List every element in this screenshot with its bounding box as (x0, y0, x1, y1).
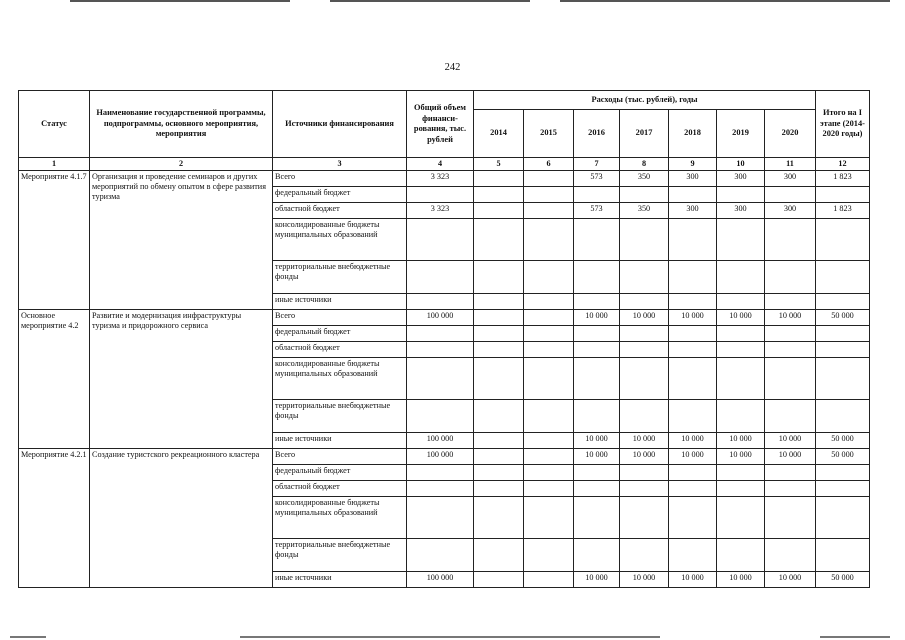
year-value-cell (524, 203, 574, 219)
header-year: 2020 (765, 110, 816, 158)
year-value-cell (524, 219, 574, 261)
total-volume-cell (407, 481, 474, 497)
stage-total-cell (816, 342, 870, 358)
year-value-cell (574, 219, 620, 261)
funding-source-cell: территориальные внебюджетные фонды (273, 539, 407, 572)
year-value-cell (524, 433, 574, 449)
year-value-cell (574, 187, 620, 203)
year-value-cell (669, 342, 717, 358)
total-volume-cell: 100 000 (407, 449, 474, 465)
year-value-cell (524, 465, 574, 481)
year-value-cell (669, 326, 717, 342)
year-value-cell (524, 326, 574, 342)
year-value-cell (669, 465, 717, 481)
year-value-cell (620, 342, 669, 358)
year-value-cell: 10 000 (669, 572, 717, 588)
year-value-cell (765, 219, 816, 261)
stage-total-cell: 50 000 (816, 433, 870, 449)
column-number: 11 (765, 158, 816, 171)
year-value-cell (620, 294, 669, 310)
total-volume-cell (407, 219, 474, 261)
header-year: 2014 (474, 110, 524, 158)
year-value-cell: 10 000 (574, 310, 620, 326)
year-value-cell (524, 358, 574, 400)
funding-source-cell: иные источники (273, 433, 407, 449)
column-number: 2 (90, 158, 273, 171)
funding-source-cell: Всего (273, 171, 407, 187)
year-value-cell (765, 294, 816, 310)
table-row (19, 171, 870, 187)
year-value-cell: 300 (717, 203, 765, 219)
status-cell: Основное мероприятие 4.2 (19, 310, 90, 449)
funding-source-cell: иные источники (273, 572, 407, 588)
year-value-cell (669, 294, 717, 310)
funding-source-cell: Всего (273, 310, 407, 326)
year-value-cell: 10 000 (765, 433, 816, 449)
year-value-cell (765, 326, 816, 342)
funding-source-cell: консолидированные бюджеты муниципальных образований (273, 358, 407, 400)
measure-name-cell: Организация и проведение семинаров и других мероприятий по обмену опытом в сфере развития туризма (90, 171, 273, 310)
stage-total-cell: 50 000 (816, 310, 870, 326)
year-value-cell (669, 358, 717, 400)
year-value-cell (620, 326, 669, 342)
scan-edge-segment (560, 0, 890, 2)
year-value-cell (474, 326, 524, 342)
year-value-cell (524, 294, 574, 310)
year-value-cell: 10 000 (620, 433, 669, 449)
year-value-cell (620, 358, 669, 400)
funding-source-cell: федеральный бюджет (273, 326, 407, 342)
total-volume-cell: 100 000 (407, 433, 474, 449)
year-value-cell (524, 342, 574, 358)
funding-source-cell: территориальные внебюджетные фонды (273, 400, 407, 433)
stage-total-cell: 50 000 (816, 449, 870, 465)
year-value-cell (717, 326, 765, 342)
year-value-cell (620, 400, 669, 433)
year-value-cell: 300 (669, 203, 717, 219)
scan-edge-bottom (0, 636, 905, 639)
column-number: 12 (816, 158, 870, 171)
column-number: 9 (669, 158, 717, 171)
column-number: 3 (273, 158, 407, 171)
total-volume-cell (407, 294, 474, 310)
funding-source-cell: территориальные внебюджетные фонды (273, 261, 407, 294)
year-value-cell (474, 342, 524, 358)
stage-total-cell (816, 326, 870, 342)
stage-total-cell (816, 497, 870, 539)
year-value-cell (765, 358, 816, 400)
year-value-cell (669, 219, 717, 261)
header-year: 2016 (574, 110, 620, 158)
year-value-cell: 10 000 (574, 433, 620, 449)
year-value-cell: 10 000 (574, 449, 620, 465)
year-value-cell (524, 539, 574, 572)
financing-table (18, 90, 870, 588)
column-number: 7 (574, 158, 620, 171)
year-value-cell: 10 000 (717, 449, 765, 465)
year-value-cell (574, 342, 620, 358)
year-value-cell (574, 294, 620, 310)
year-value-cell (524, 572, 574, 588)
year-value-cell (717, 539, 765, 572)
funding-source-cell: областной бюджет (273, 481, 407, 497)
year-value-cell (524, 481, 574, 497)
scan-edge-segment (70, 0, 290, 2)
year-value-cell (669, 497, 717, 539)
measure-name-cell: Создание туристского рекреационного кластера (90, 449, 273, 588)
year-value-cell (717, 358, 765, 400)
year-value-cell (574, 261, 620, 294)
year-value-cell (574, 465, 620, 481)
stage-total-cell (816, 465, 870, 481)
year-value-cell (524, 400, 574, 433)
scan-edge-top (0, 0, 905, 3)
year-value-cell (717, 261, 765, 294)
total-volume-cell (407, 261, 474, 294)
year-value-cell (620, 465, 669, 481)
column-number: 8 (620, 158, 669, 171)
stage-total-cell (816, 400, 870, 433)
total-volume-cell (407, 187, 474, 203)
stage-total-cell (816, 539, 870, 572)
total-volume-cell (407, 342, 474, 358)
status-cell: Мероприятие 4.2.1 (19, 449, 90, 588)
year-value-cell: 350 (620, 171, 669, 187)
year-value-cell (717, 481, 765, 497)
year-value-cell (474, 497, 524, 539)
table-row (19, 310, 870, 326)
year-value-cell (717, 294, 765, 310)
year-value-cell: 10 000 (717, 572, 765, 588)
stage-total-cell: 50 000 (816, 572, 870, 588)
funding-source-cell: федеральный бюджет (273, 187, 407, 203)
funding-source-cell: консолидированные бюджеты муниципальных образований (273, 219, 407, 261)
year-value-cell (669, 400, 717, 433)
header-status: Статус (19, 91, 90, 158)
year-value-cell (474, 187, 524, 203)
year-value-cell (524, 497, 574, 539)
year-value-cell (620, 481, 669, 497)
total-volume-cell (407, 497, 474, 539)
year-value-cell: 10 000 (717, 433, 765, 449)
year-value-cell (717, 219, 765, 261)
header-expenses: Расходы (тыс. рублей), годы (474, 91, 816, 110)
year-value-cell (474, 219, 524, 261)
column-number: 10 (717, 158, 765, 171)
year-value-cell (474, 358, 524, 400)
funding-source-cell: областной бюджет (273, 203, 407, 219)
total-volume-cell: 3 323 (407, 171, 474, 187)
measure-name-cell: Развитие и модернизация инфраструктуры туризма и придорожного сервиса (90, 310, 273, 449)
year-value-cell (620, 219, 669, 261)
column-number: 4 (407, 158, 474, 171)
stage-total-cell (816, 294, 870, 310)
year-value-cell: 300 (717, 171, 765, 187)
year-value-cell: 300 (765, 203, 816, 219)
year-value-cell (717, 187, 765, 203)
stage-total-cell (816, 261, 870, 294)
year-value-cell (474, 539, 524, 572)
year-value-cell (620, 497, 669, 539)
table-body (19, 171, 870, 588)
year-value-cell (669, 261, 717, 294)
stage-total-cell (816, 481, 870, 497)
year-value-cell: 573 (574, 203, 620, 219)
year-value-cell (620, 261, 669, 294)
stage-total-cell (816, 358, 870, 400)
stage-total-cell: 1 823 (816, 171, 870, 187)
total-volume-cell (407, 358, 474, 400)
total-volume-cell (407, 539, 474, 572)
year-value-cell: 300 (669, 171, 717, 187)
funding-source-cell: областной бюджет (273, 342, 407, 358)
year-value-cell (524, 449, 574, 465)
header-year: 2018 (669, 110, 717, 158)
column-number: 1 (19, 158, 90, 171)
year-value-cell (474, 400, 524, 433)
total-volume-cell: 100 000 (407, 572, 474, 588)
year-value-cell (524, 187, 574, 203)
year-value-cell (524, 261, 574, 294)
year-value-cell (474, 465, 524, 481)
scan-edge-segment (330, 0, 530, 2)
year-value-cell (765, 187, 816, 203)
year-value-cell (474, 171, 524, 187)
total-volume-cell (407, 465, 474, 481)
year-value-cell (474, 572, 524, 588)
header-sources: Источники финансирования (273, 91, 407, 158)
year-value-cell (765, 497, 816, 539)
year-value-cell (474, 449, 524, 465)
scan-edge-segment (10, 636, 46, 638)
stage-total-cell (816, 219, 870, 261)
total-volume-cell (407, 400, 474, 433)
header-name: Наименование государственной программы, подпрограммы, основного мероприятия, мероприятия (90, 91, 273, 158)
year-value-cell (620, 187, 669, 203)
header-stage-total: Итого на I этапе (2014-2020 годы) (816, 91, 870, 158)
year-value-cell: 10 000 (669, 433, 717, 449)
year-value-cell (574, 497, 620, 539)
year-value-cell (765, 400, 816, 433)
year-value-cell (765, 481, 816, 497)
header-year: 2015 (524, 110, 574, 158)
column-number: 6 (524, 158, 574, 171)
year-value-cell: 10 000 (717, 310, 765, 326)
funding-source-cell: Всего (273, 449, 407, 465)
year-value-cell (765, 465, 816, 481)
scan-edge-segment (240, 636, 660, 638)
year-value-cell (574, 400, 620, 433)
stage-total-cell (816, 187, 870, 203)
year-value-cell: 573 (574, 171, 620, 187)
year-value-cell (474, 433, 524, 449)
year-value-cell (474, 481, 524, 497)
year-value-cell (474, 294, 524, 310)
year-value-cell: 10 000 (669, 449, 717, 465)
year-value-cell (474, 261, 524, 294)
year-value-cell: 10 000 (765, 310, 816, 326)
year-value-cell: 10 000 (620, 572, 669, 588)
year-value-cell (765, 342, 816, 358)
year-value-cell (717, 342, 765, 358)
stage-total-cell: 1 823 (816, 203, 870, 219)
funding-source-cell: федеральный бюджет (273, 465, 407, 481)
year-value-cell (765, 261, 816, 294)
total-volume-cell: 3 323 (407, 203, 474, 219)
year-value-cell (524, 171, 574, 187)
year-value-cell (620, 539, 669, 572)
header-year: 2019 (717, 110, 765, 158)
year-value-cell: 10 000 (620, 310, 669, 326)
year-value-cell (574, 326, 620, 342)
year-value-cell (524, 310, 574, 326)
year-value-cell: 350 (620, 203, 669, 219)
year-value-cell: 10 000 (765, 572, 816, 588)
year-value-cell (474, 203, 524, 219)
year-value-cell (717, 400, 765, 433)
year-value-cell: 10 000 (765, 449, 816, 465)
year-value-cell (474, 310, 524, 326)
year-value-cell: 10 000 (669, 310, 717, 326)
year-value-cell (765, 539, 816, 572)
scan-edge-segment (820, 636, 890, 638)
total-volume-cell: 100 000 (407, 310, 474, 326)
year-value-cell (669, 481, 717, 497)
year-value-cell (717, 497, 765, 539)
total-volume-cell (407, 326, 474, 342)
funding-source-cell: консолидированные бюджеты муниципальных образований (273, 497, 407, 539)
year-value-cell: 300 (765, 171, 816, 187)
status-cell: Мероприятие 4.1.7 (19, 171, 90, 310)
column-number: 5 (474, 158, 524, 171)
year-value-cell (574, 481, 620, 497)
year-value-cell (669, 539, 717, 572)
year-value-cell (717, 465, 765, 481)
year-value-cell (574, 358, 620, 400)
year-value-cell: 10 000 (620, 449, 669, 465)
year-value-cell: 10 000 (574, 572, 620, 588)
funding-source-cell: иные источники (273, 294, 407, 310)
year-value-cell (669, 187, 717, 203)
page-number: 242 (444, 62, 461, 73)
year-value-cell (574, 539, 620, 572)
header-total-volume: Общий объем финанси-рования, тыс. рублей (407, 91, 474, 158)
table-row (19, 449, 870, 465)
header-year: 2017 (620, 110, 669, 158)
